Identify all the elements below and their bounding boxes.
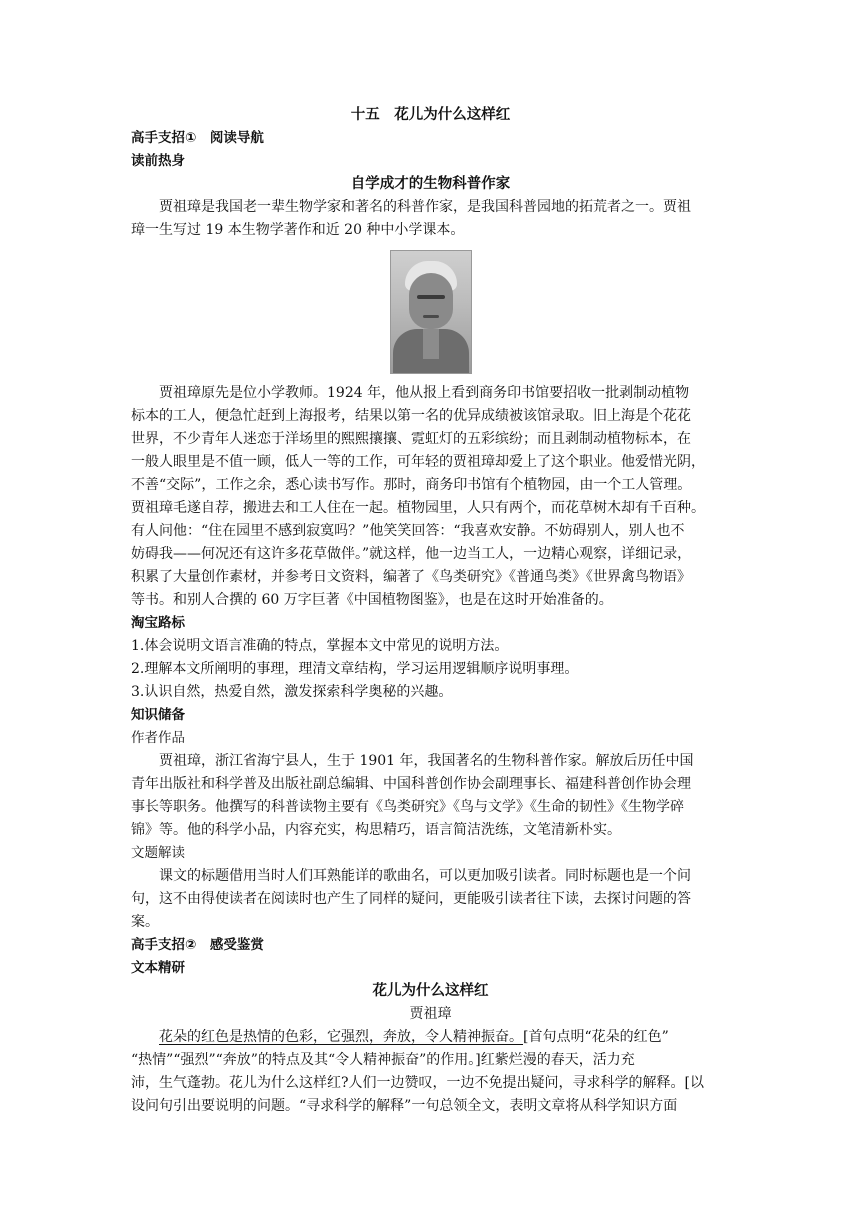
text-line: 沛，生气蓬勃。花儿为什么这样红?人们一边赞叹，一边不免提出疑问，寻求科学的解释。[以 (131, 1075, 704, 1091)
bio-line: 积累了大量创作素材，并参考日文资料，编著了《鸟类研究》《普通鸟类》《世界禽鸟物语》 (131, 569, 691, 585)
title-line: 案。 (131, 914, 159, 930)
text-line: “热情”“强烈”“奔放”的特点及其“令人精神振奋”的作用。]红紫烂漫的春天，活力充 (131, 1052, 635, 1068)
bio-line: 一般人眼里是不值一顾，低人一等的工作，可年轻的贾祖璋却爱上了这个职业。他爱惜光阴， (131, 454, 705, 470)
text-title: 花儿为什么这样红 (372, 983, 489, 999)
title-interpretation-label: 文题解读 (131, 845, 185, 861)
lesson-title: 十五 花儿为什么这样红 (350, 107, 511, 123)
bio-line: 等书。和别人合撰的 60 万字巨著《中国植物图鉴》，也是在这时开始准备的。 (131, 592, 613, 608)
goal-item: 1.体会说明文语言准确的特点，掌握本文中常见的说明方法。 (131, 638, 509, 654)
warmup-title: 自学成才的生物科普作家 (350, 176, 511, 192)
study-heading: 文本精研 (131, 960, 185, 976)
author-works-label: 作者作品 (131, 730, 185, 746)
warmup-heading: 读前热身 (131, 153, 185, 169)
author-line: 青年出版社和科学普及出版社副总编辑、中国科普创作协会副理事长、福建科普创作协会理 (131, 776, 691, 792)
bio-line: 有人问他：“住在园里不感到寂寞吗？”他笑笑回答：“我喜欢安静。不妨碍别人，别人也不 (131, 523, 685, 539)
portrait-face (409, 273, 453, 329)
bio-line: 妨碍我——何况还有这许多花草做伴。”就这样，他一边当工人，一边精心观察，详细记录， (131, 546, 692, 562)
title-line: 课文的标题借用当时人们耳熟能详的歌曲名，可以更加吸引读者。同时标题也是一个问 (159, 868, 691, 884)
bio-line: 不善“交际”，工作之余，悉心读书写作。那时，商务印书馆有个植物园，由一个工人管理。 (131, 477, 692, 493)
author-portrait-photo (390, 250, 472, 374)
knowledge-heading: 知识储备 (131, 707, 185, 723)
text-author: 贾祖璋 (409, 1006, 452, 1022)
portrait-eyes (417, 295, 445, 299)
goal-item: 2.理解本文所阐明的事理，理清文章结构，学习运用逻辑顺序说明事理。 (131, 661, 579, 677)
bio-line: 贾祖璋原先是位小学教师。1924 年，他从报上看到商务印书馆要招收一批剥制动植物 (159, 385, 690, 401)
bio-line: 贾祖璋毛遂自荐，搬进去和工人住在一起。植物园里，人只有两个，而花草树木却有千百种。 (131, 500, 705, 516)
author-line: 贾祖璋，浙江省海宁县人，生于 1901 年，我国著名的生物科普作家。解放后历任中国 (159, 753, 694, 769)
document-page (131, 104, 730, 1118)
underlined-sentence: 花朵的红色是热情的色彩，它强烈，奔放，令人精神振奋。 (159, 1029, 523, 1045)
author-line: 事长等职务。他撰写的科普读物主要有《鸟类研究》《鸟与文学》《生命的韧性》《生物学碎 (131, 799, 684, 815)
goal-item: 3.认识自然，热爱自然，激发探索科学奥秘的兴趣。 (131, 684, 453, 700)
photo-container (131, 250, 730, 374)
intro-line: 璋一生写过 19 本生物学著作和近 20 种中小学课本。 (131, 222, 465, 238)
text-line: 设问句引出要说明的问题。“寻求科学的解释”一句总领全文，表明文章将从科学知识方面 (131, 1098, 678, 1114)
intro-line: 贾祖璋是我国老一辈生物学家和著名的科普作家，是我国科普园地的拓荒者之一。贾祖 (159, 199, 691, 215)
section2-label: 高手支招② 感受鉴赏 (131, 937, 264, 953)
goals-heading: 淘宝路标 (131, 615, 185, 631)
text-first-line (131, 1026, 730, 1049)
portrait-mouth (423, 315, 439, 318)
portrait-collar (423, 329, 439, 359)
section1-label: 高手支招① 阅读导航 (131, 130, 264, 146)
annotation-start: [首句点明“花朵的红色” (523, 1029, 669, 1045)
author-line: 锦》等。他的科学小品，内容充实，构思精巧，语言简洁洗练，文笔清新朴实。 (131, 822, 621, 838)
title-line: 句，这不由得使读者在阅读时也产生了同样的疑问，更能吸引读者往下读，去探讨问题的答 (131, 891, 691, 907)
bio-line: 标本的工人，便急忙赶到上海报考，结果以第一名的优异成绩被该馆录取。旧上海是个花花 (131, 408, 691, 424)
bio-line: 世界，不少青年人迷恋于洋场里的熙熙攘攘、霓虹灯的五彩缤纷；而且剥制动植物标本，在 (131, 431, 691, 447)
